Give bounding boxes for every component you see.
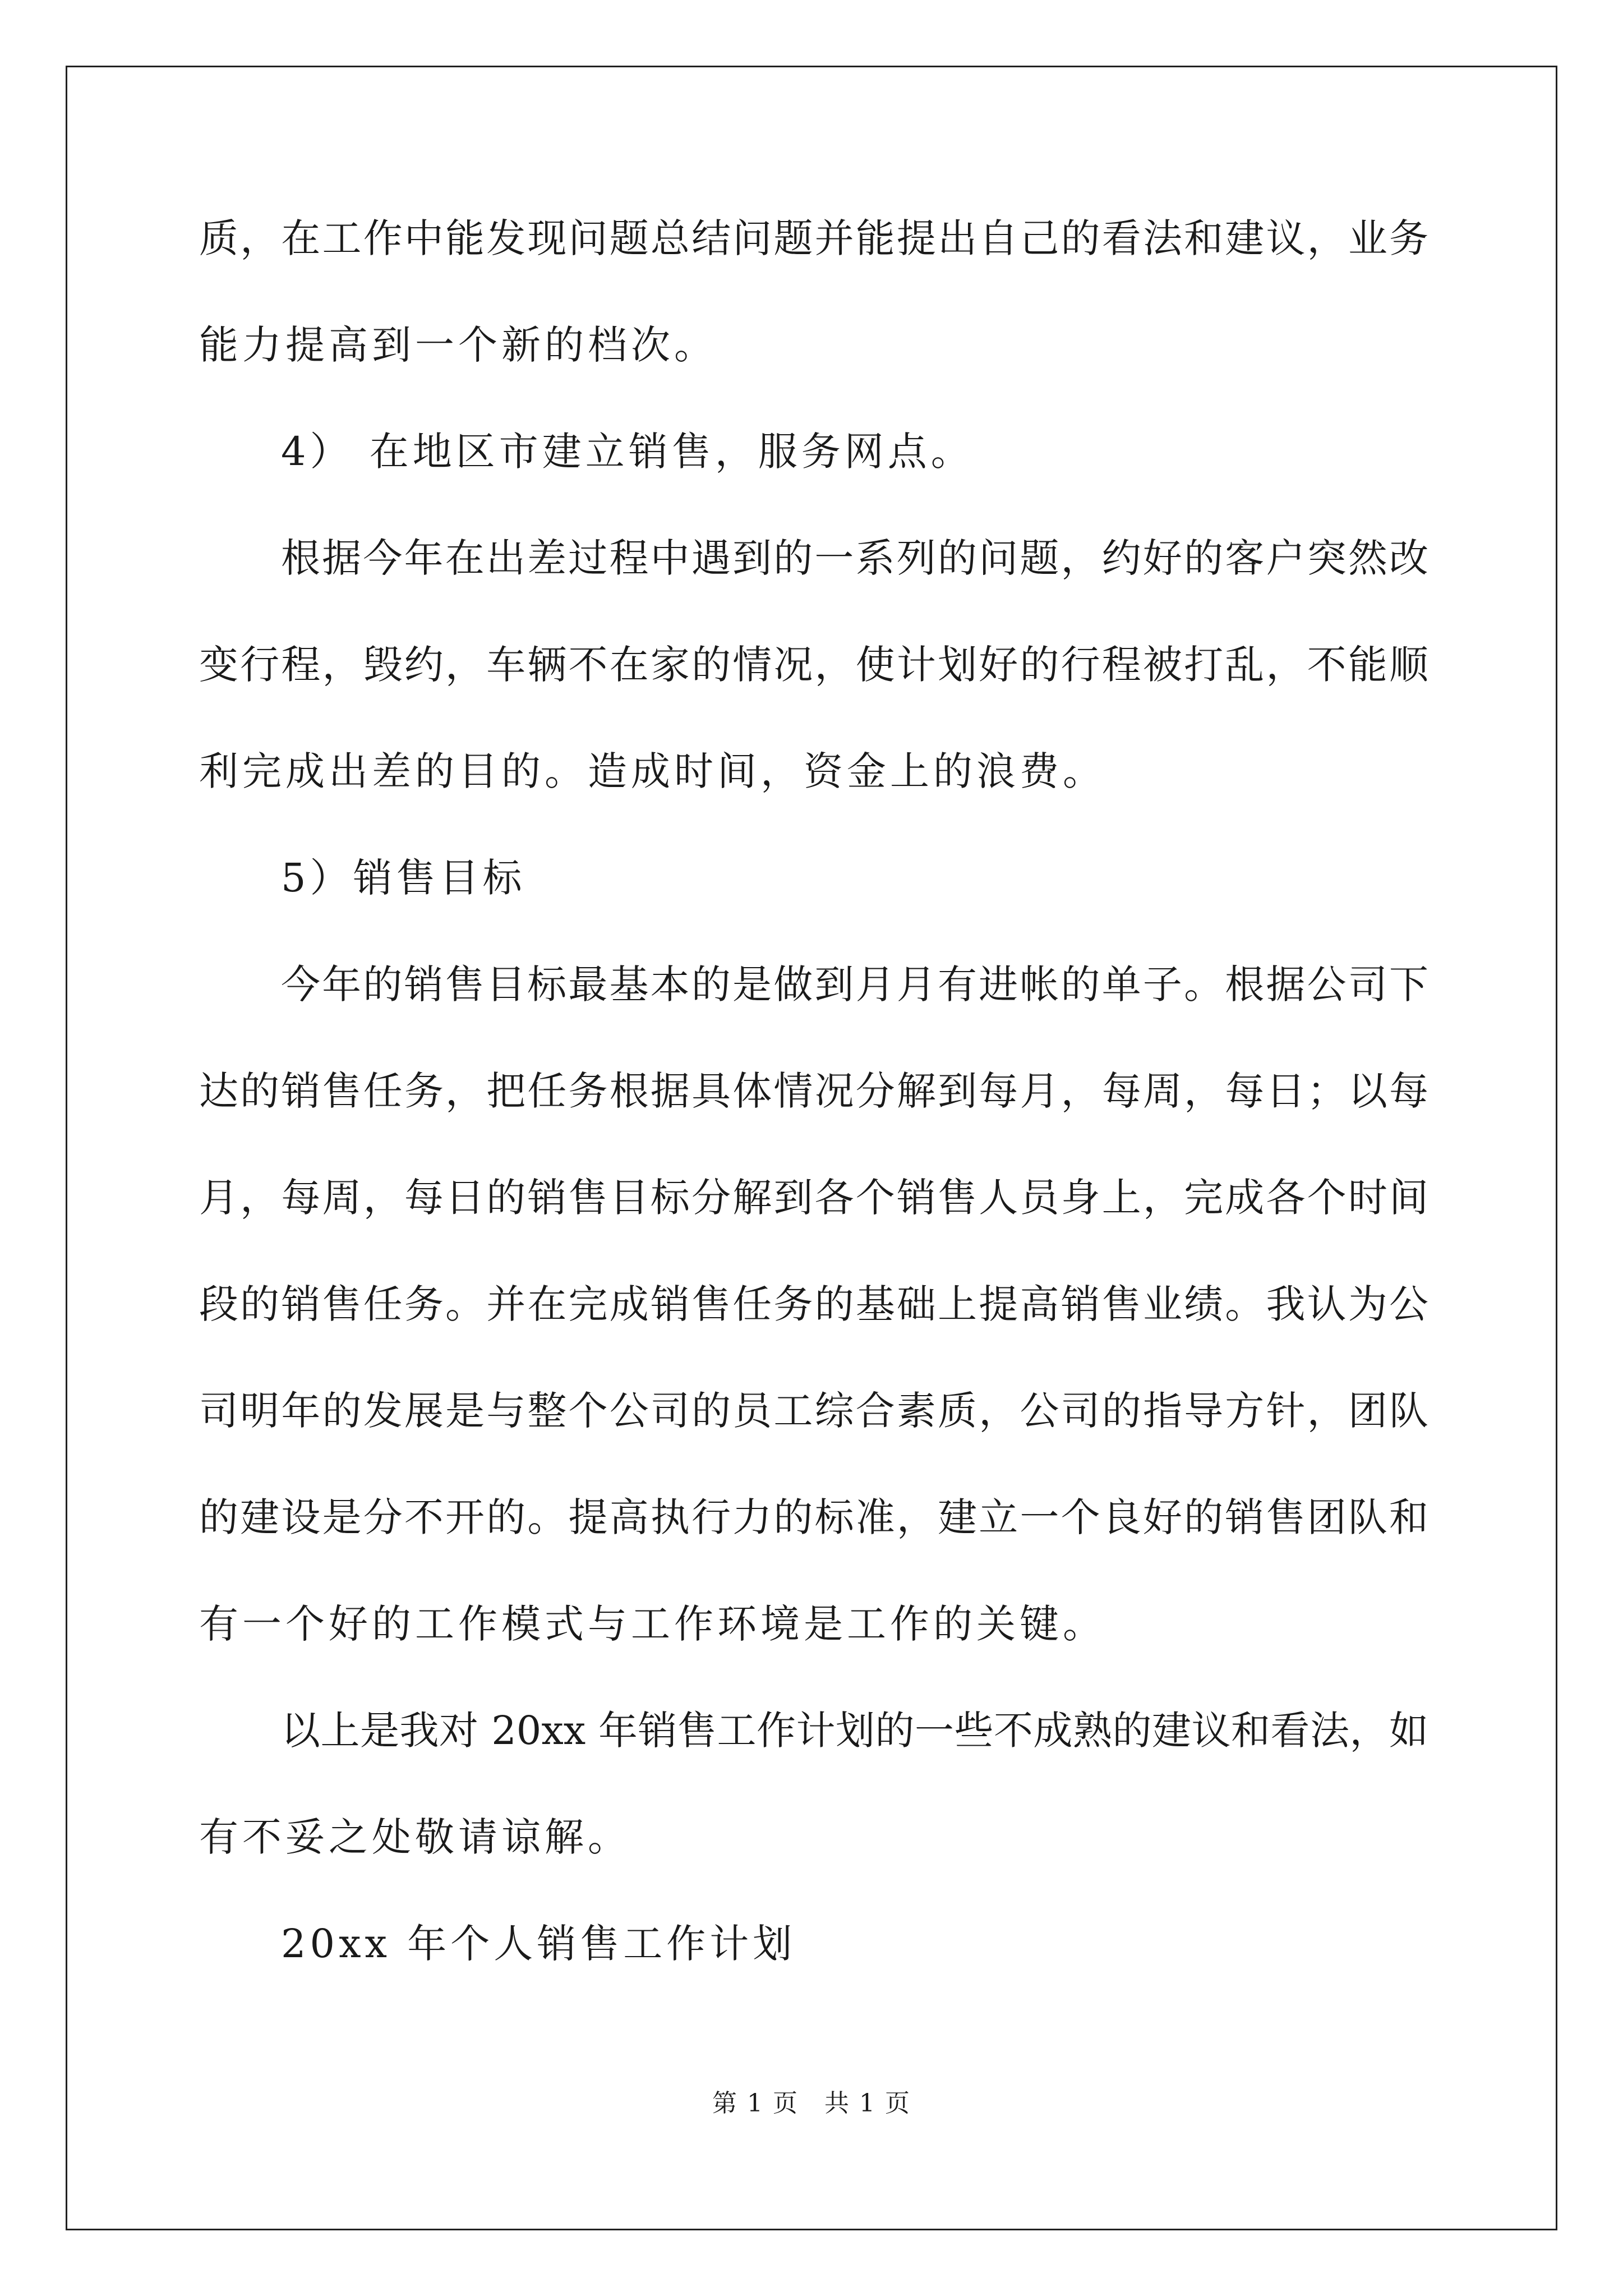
text-line: 月，每周，每日的销售目标分解到各个销售人员身上，完成各个时间 — [199, 1175, 1428, 1221]
text-line: 以上是我对 20xx 年销售工作计划的一些不成熟的建议和看法，如 — [281, 1708, 1428, 1754]
text-line: 能力提高到一个新的档次。 — [199, 322, 717, 368]
text-line: 今年的销售目标最基本的是做到月月有进帐的单子。根据公司下 — [281, 961, 1428, 1007]
page-border — [66, 66, 1557, 2230]
text-line: 达的销售任务，把任务根据具体情况分解到每月，每周，每日；以每 — [199, 1068, 1428, 1114]
section-heading: 20xx 年个人销售工作计划 — [281, 1921, 796, 1967]
text-line: 的建设是分不开的。提高执行力的标准，建立一个良好的销售团队和 — [199, 1494, 1428, 1540]
list-item-heading: 4） 在地区市建立销售，服务网点。 — [281, 429, 974, 475]
text-line: 根据今年在出差过程中遇到的一系列的问题，约好的客户突然改 — [281, 535, 1428, 581]
text-line: 司明年的发展是与整个公司的员工综合素质，公司的指导方针，团队 — [199, 1388, 1428, 1434]
text-line: 利完成出差的目的。造成时间，资金上的浪费。 — [199, 748, 1106, 794]
text-line: 有一个好的工作模式与工作环境是工作的关键。 — [199, 1601, 1106, 1647]
text-line: 段的销售任务。并在完成销售任务的基础上提高销售业绩。我认为公 — [199, 1281, 1428, 1327]
text-line: 有不妥之处敬请谅解。 — [199, 1814, 631, 1860]
page-number-footer: 第 1 页 共 1 页 — [712, 2089, 911, 2118]
section-heading: 5）销售目标 — [281, 855, 526, 901]
text-line: 变行程，毁约，车辆不在家的情况，使计划好的行程被打乱，不能顺 — [199, 642, 1428, 688]
text-line: 质，在工作中能发现问题总结问题并能提出自己的看法和建议，业务 — [199, 215, 1428, 261]
